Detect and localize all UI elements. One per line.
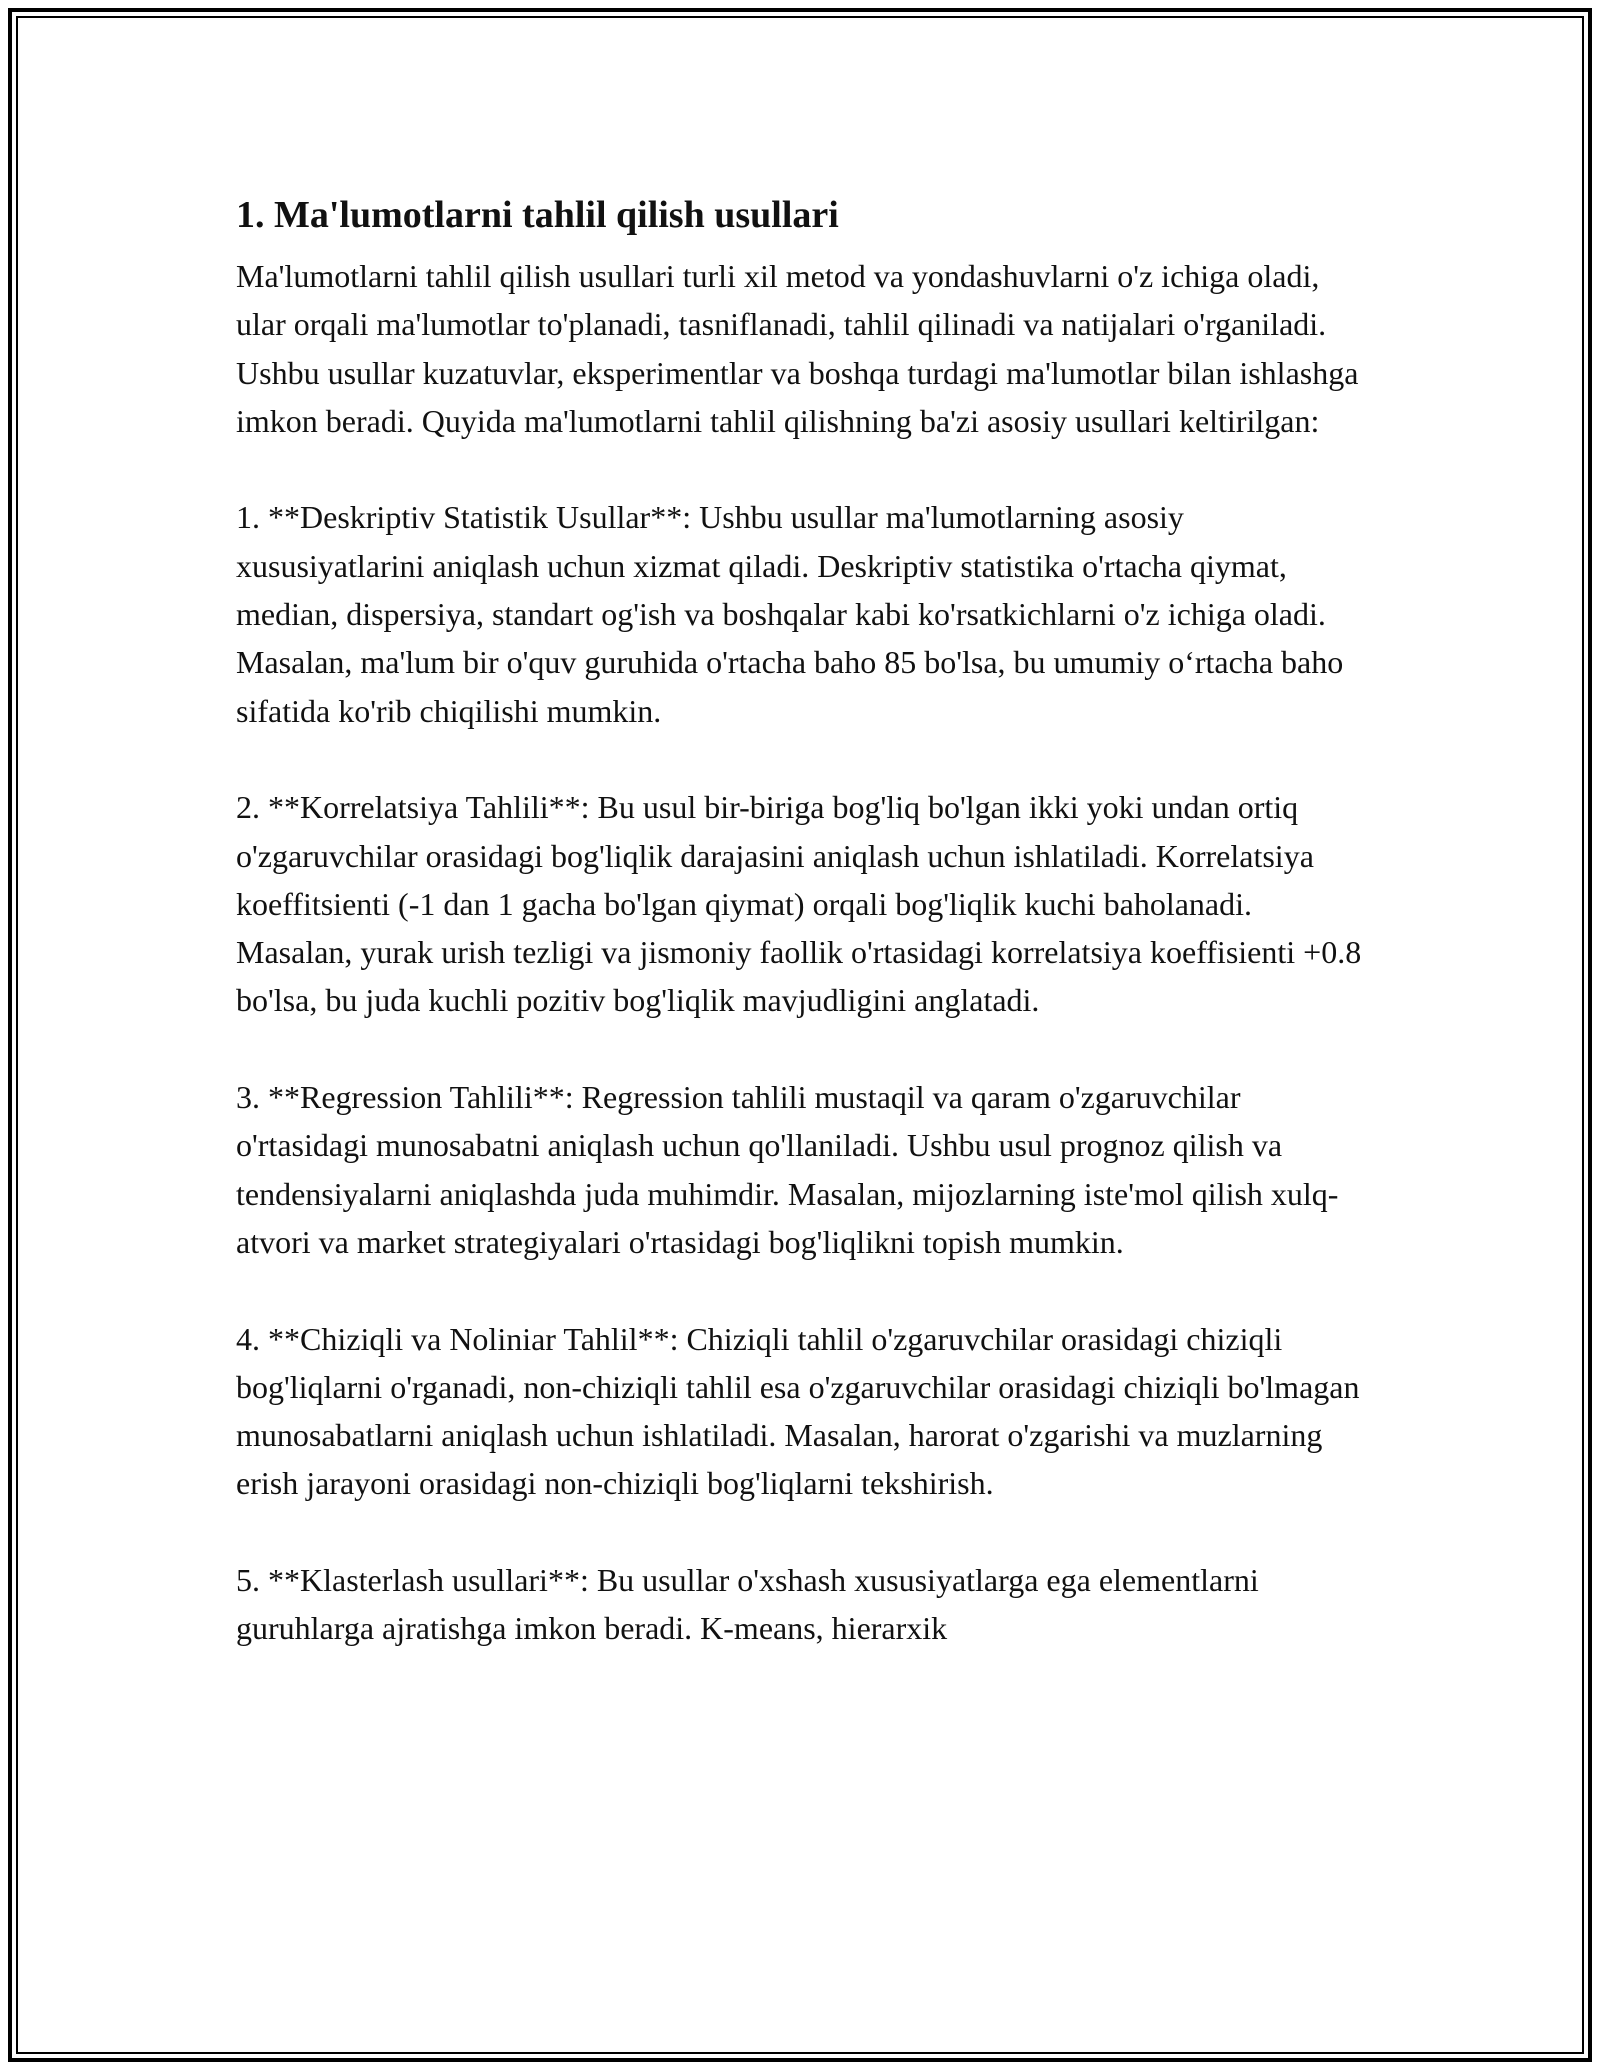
document-title: 1. Ma'lumotlarni tahlil qilish usullari xyxy=(236,194,839,236)
intro-paragraph: Ma'lumotlarni tahlil qilish usullari turli xil metod va yondashuvlarni o'z ichiga oladi, ular orqali ma'lumotlar to'planadi, tasniflanadi, tahlil qilinadi va natijalari o'rganiladi. Ushbu usullar kuzatuvlar, eksperimentlar va boshqa turdagi ma'lumotlar bilan ishlashga imkon beradi. Quyida ma'lumotlarni tahlil qilishning ba'zi asosiy usullari keltirilgan: xyxy=(236,258,1359,439)
document-body xyxy=(236,186,1376,1653)
list-item-correlation-analysis: 2. **Korrelatsiya Tahlili**: Bu usul bir-biriga bog'liq bo'lgan ikki yoki undan ortiq o'zgaruvchilar orasidagi bog'liqlik darajasini aniqlash uchun ishlatiladi. Korrelatsiya koeffitsienti (-1 dan 1 gacha bo'lgan qiymat) orqali bog'liqlik kuchi baholanadi. Masalan, yurak urish tezligi va jismoniy faollik o'rtasidagi korrelatsiya koeffisienti +0.8 bo'lsa, bu juda kuchli pozitiv bog'liqlik mavjudligini anglatadi. xyxy=(236,789,1362,1019)
list-item-linear-nonlinear-analysis: 4. **Chiziqli va Noliniar Tahlil**: Chiziqli tahlil o'zgaruvchilar orasidagi chiziqli bog'liqlarni o'rganadi, non-chiziqli tahlil esa o'zgaruvchilar orasidagi chiziqli bo'lmagan munosabatlarni aniqlash uchun ishlatiladi. Masalan, harorat o'zgarishi va muzlarning erish jarayoni orasidagi non-chiziqli bog'liqlarni tekshirish. xyxy=(236,1320,1360,1502)
list-item-clustering-methods: 5. **Klasterlash usullari**: Bu usullar o'xshash xususiyatlarga ega elementlarni guruhlarga ajratishga imkon beradi. K-means, hierarxik xyxy=(236,1562,1259,1647)
list-item-descriptive-statistics: 1. **Deskriptiv Statistik Usullar**: Ushbu usullar ma'lumotlarning asosiy xususiyatlarini aniqlash uchun xizmat qiladi. Deskriptiv statistika o'rtacha qiymat, median, dispersiya, standart og'ish va boshqalar kabi ko'rsatkichlarni o'z ichiga oladi. Masalan, ma'lum bir o'quv guruhida o'rtacha baho 85 bo'lsa, bu umumiy o‘rtacha baho sifatida ko'rib chiqilishi mumkin. xyxy=(236,499,1344,729)
list-item-regression-analysis: 3. **Regression Tahlili**: Regression tahlili mustaqil va qaram o'zgaruvchilar o'rtasidagi munosabatni aniqlash uchun qo'llaniladi. Ushbu usul prognoz qilish va tendensiyalarni aniqlashda juda muhimdir. Masalan, mijozlarning iste'mol qilish xulq-atvori va market strategiyalari o'rtasidagi bog'liqlikni topish mumkin. xyxy=(236,1079,1339,1260)
